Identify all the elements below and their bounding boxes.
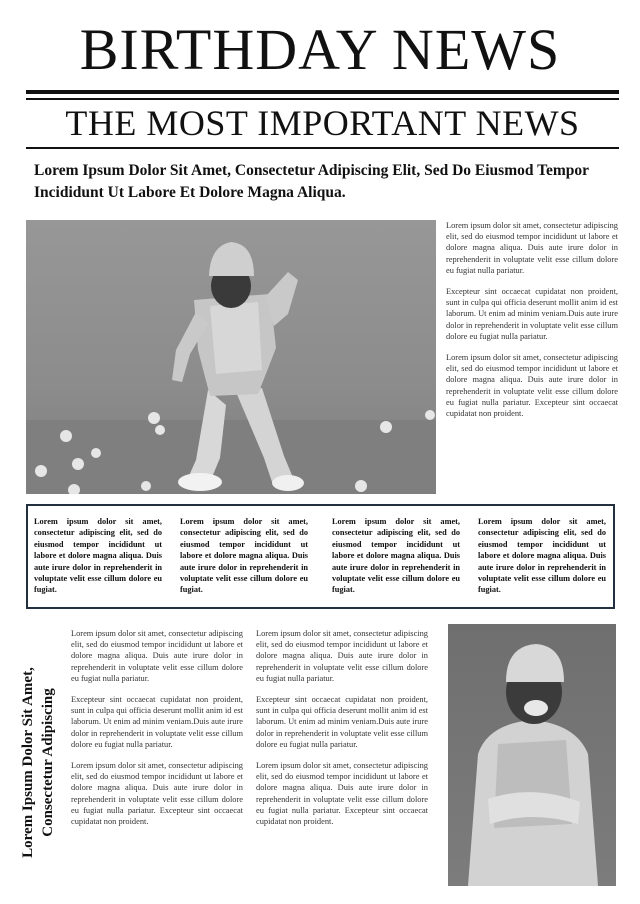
highlight-box bbox=[26, 504, 615, 609]
column-paragraph: Excepteur sint occaecat cupidatat non proident, sunt in culpa qui officia deserunt mollit anim id est laborum. Ut enim ad minim veniam.Duis aute irure dolor in reprehenderit in voluptate velit esse cillum dolore eu fugiat nulla pariatur. bbox=[71, 695, 243, 749]
subhead-title: THE MOST IMPORTANT NEWS bbox=[65, 103, 580, 143]
article-column-b bbox=[256, 628, 428, 837]
side-paragraph: Excepteur sint occaecat cupidatat non proident, sunt in culpa qui officia deserunt mollit anim id est laborum. Ut enim ad minim veniam.Duis aute irure dolor in reprehenderit in voluptate velit esse cillum dolore eu fugiat nulla pariatur. bbox=[446, 287, 618, 341]
column-paragraph: Lorem ipsum dolor sit amet, consectetur adipiscing elit, sed do eiusmod tempor incididunt ut labore et dolore magna aliqua. Duis aute irure dolor in reprehenderit in voluptate velit esse cillum dolore eu fugiat nulla pariatur. bbox=[71, 629, 243, 683]
side-paragraph: Lorem ipsum dolor sit amet, consectetur adipiscing elit, sed do eiusmod tempor incididunt ut labore et dolore magna aliqua. Duis aute irure dolor in reprehenderit in voluptate velit esse cillum dolore eu fugiat nulla pariatur. bbox=[446, 221, 618, 275]
box-column: Lorem ipsum dolor sit amet, consectetur adipiscing elit, sed do eiusmod tempor incididunt ut labore et dolore magna aliqua. Duis aute irure dolor in reprehenderit in voluptate velit esse cillum dolore eu fugiat. bbox=[332, 517, 460, 595]
subhead-rule bbox=[26, 147, 619, 149]
column-paragraph: Lorem ipsum dolor sit amet, consectetur adipiscing elit, sed do eiusmod tempor incididunt ut labore et dolore magna aliqua. Duis aute irure dolor in reprehenderit in voluptate velit esse cillum dolore eu fugiat nulla pariatur. bbox=[256, 629, 428, 683]
laughing-child-photo bbox=[448, 624, 616, 886]
vertical-heading: Lorem Ipsum Dolor Sit Amet, Consectetur Adipiscing bbox=[20, 667, 56, 858]
box-column: Lorem ipsum dolor sit amet, consectetur adipiscing elit, sed do eiusmod tempor incididunt ut labore et dolore magna aliqua. Duis aute irure dolor in reprehenderit in voluptate velit esse cillum dolore eu fugiat. bbox=[180, 517, 308, 595]
side-paragraph: Lorem ipsum dolor sit amet, consectetur adipiscing elit, sed do eiusmod tempor incididunt ut labore et dolore magna aliqua. Duis aute irure dolor in reprehenderit in voluptate velit esse cillum dolore eu fugiat nulla pariatur. Excepteur sint occaecat cupidatat non proident. bbox=[446, 353, 618, 419]
box-column: Lorem ipsum dolor sit amet, consectetur adipiscing elit, sed do eiusmod tempor incididunt ut labore et dolore magna aliqua. Duis aute irure dolor in reprehenderit in voluptate velit esse cillum dolore eu fugiat. bbox=[478, 517, 606, 595]
lead-headline: Lorem Ipsum Dolor Sit Amet, Consectetur Adipiscing Elit, Sed Do Eiusmod Tempor Incididunt Ut Labore Et Dolore Magna Aliqua. bbox=[34, 162, 589, 201]
article-column-a bbox=[71, 628, 243, 837]
dancing-child-photo bbox=[26, 220, 436, 494]
column-paragraph: Lorem ipsum dolor sit amet, consectetur adipiscing elit, sed do eiusmod tempor incididunt ut labore et dolore magna aliqua. Duis aute irure dolor in reprehenderit in voluptate velit esse cillum dolore eu fugiat nulla pariatur. Excepteur sint occaecat cupidatat non proident. bbox=[256, 761, 428, 827]
column-paragraph: Excepteur sint occaecat cupidatat non proident, sunt in culpa qui officia deserunt mollit anim id est laborum. Ut enim ad minim veniam.Duis aute irure dolor in reprehenderit in voluptate velit esse cillum dolore eu fugiat nulla pariatur. bbox=[256, 695, 428, 749]
box-column: Lorem ipsum dolor sit amet, consectetur adipiscing elit, sed do eiusmod tempor incididunt ut labore et dolore magna aliqua. Duis aute irure dolor in reprehenderit in voluptate velit esse cillum dolore eu fugiat. bbox=[34, 517, 162, 595]
side-article bbox=[446, 220, 618, 429]
masthead-rule-thick bbox=[26, 90, 619, 94]
column-paragraph: Lorem ipsum dolor sit amet, consectetur adipiscing elit, sed do eiusmod tempor incididunt ut labore et dolore magna aliqua. Duis aute irure dolor in reprehenderit in voluptate velit esse cillum dolore eu fugiat nulla pariatur. Excepteur sint occaecat cupidatat non proident. bbox=[71, 761, 243, 827]
masthead-title: BIRTHDAY NEWS bbox=[79, 17, 561, 82]
